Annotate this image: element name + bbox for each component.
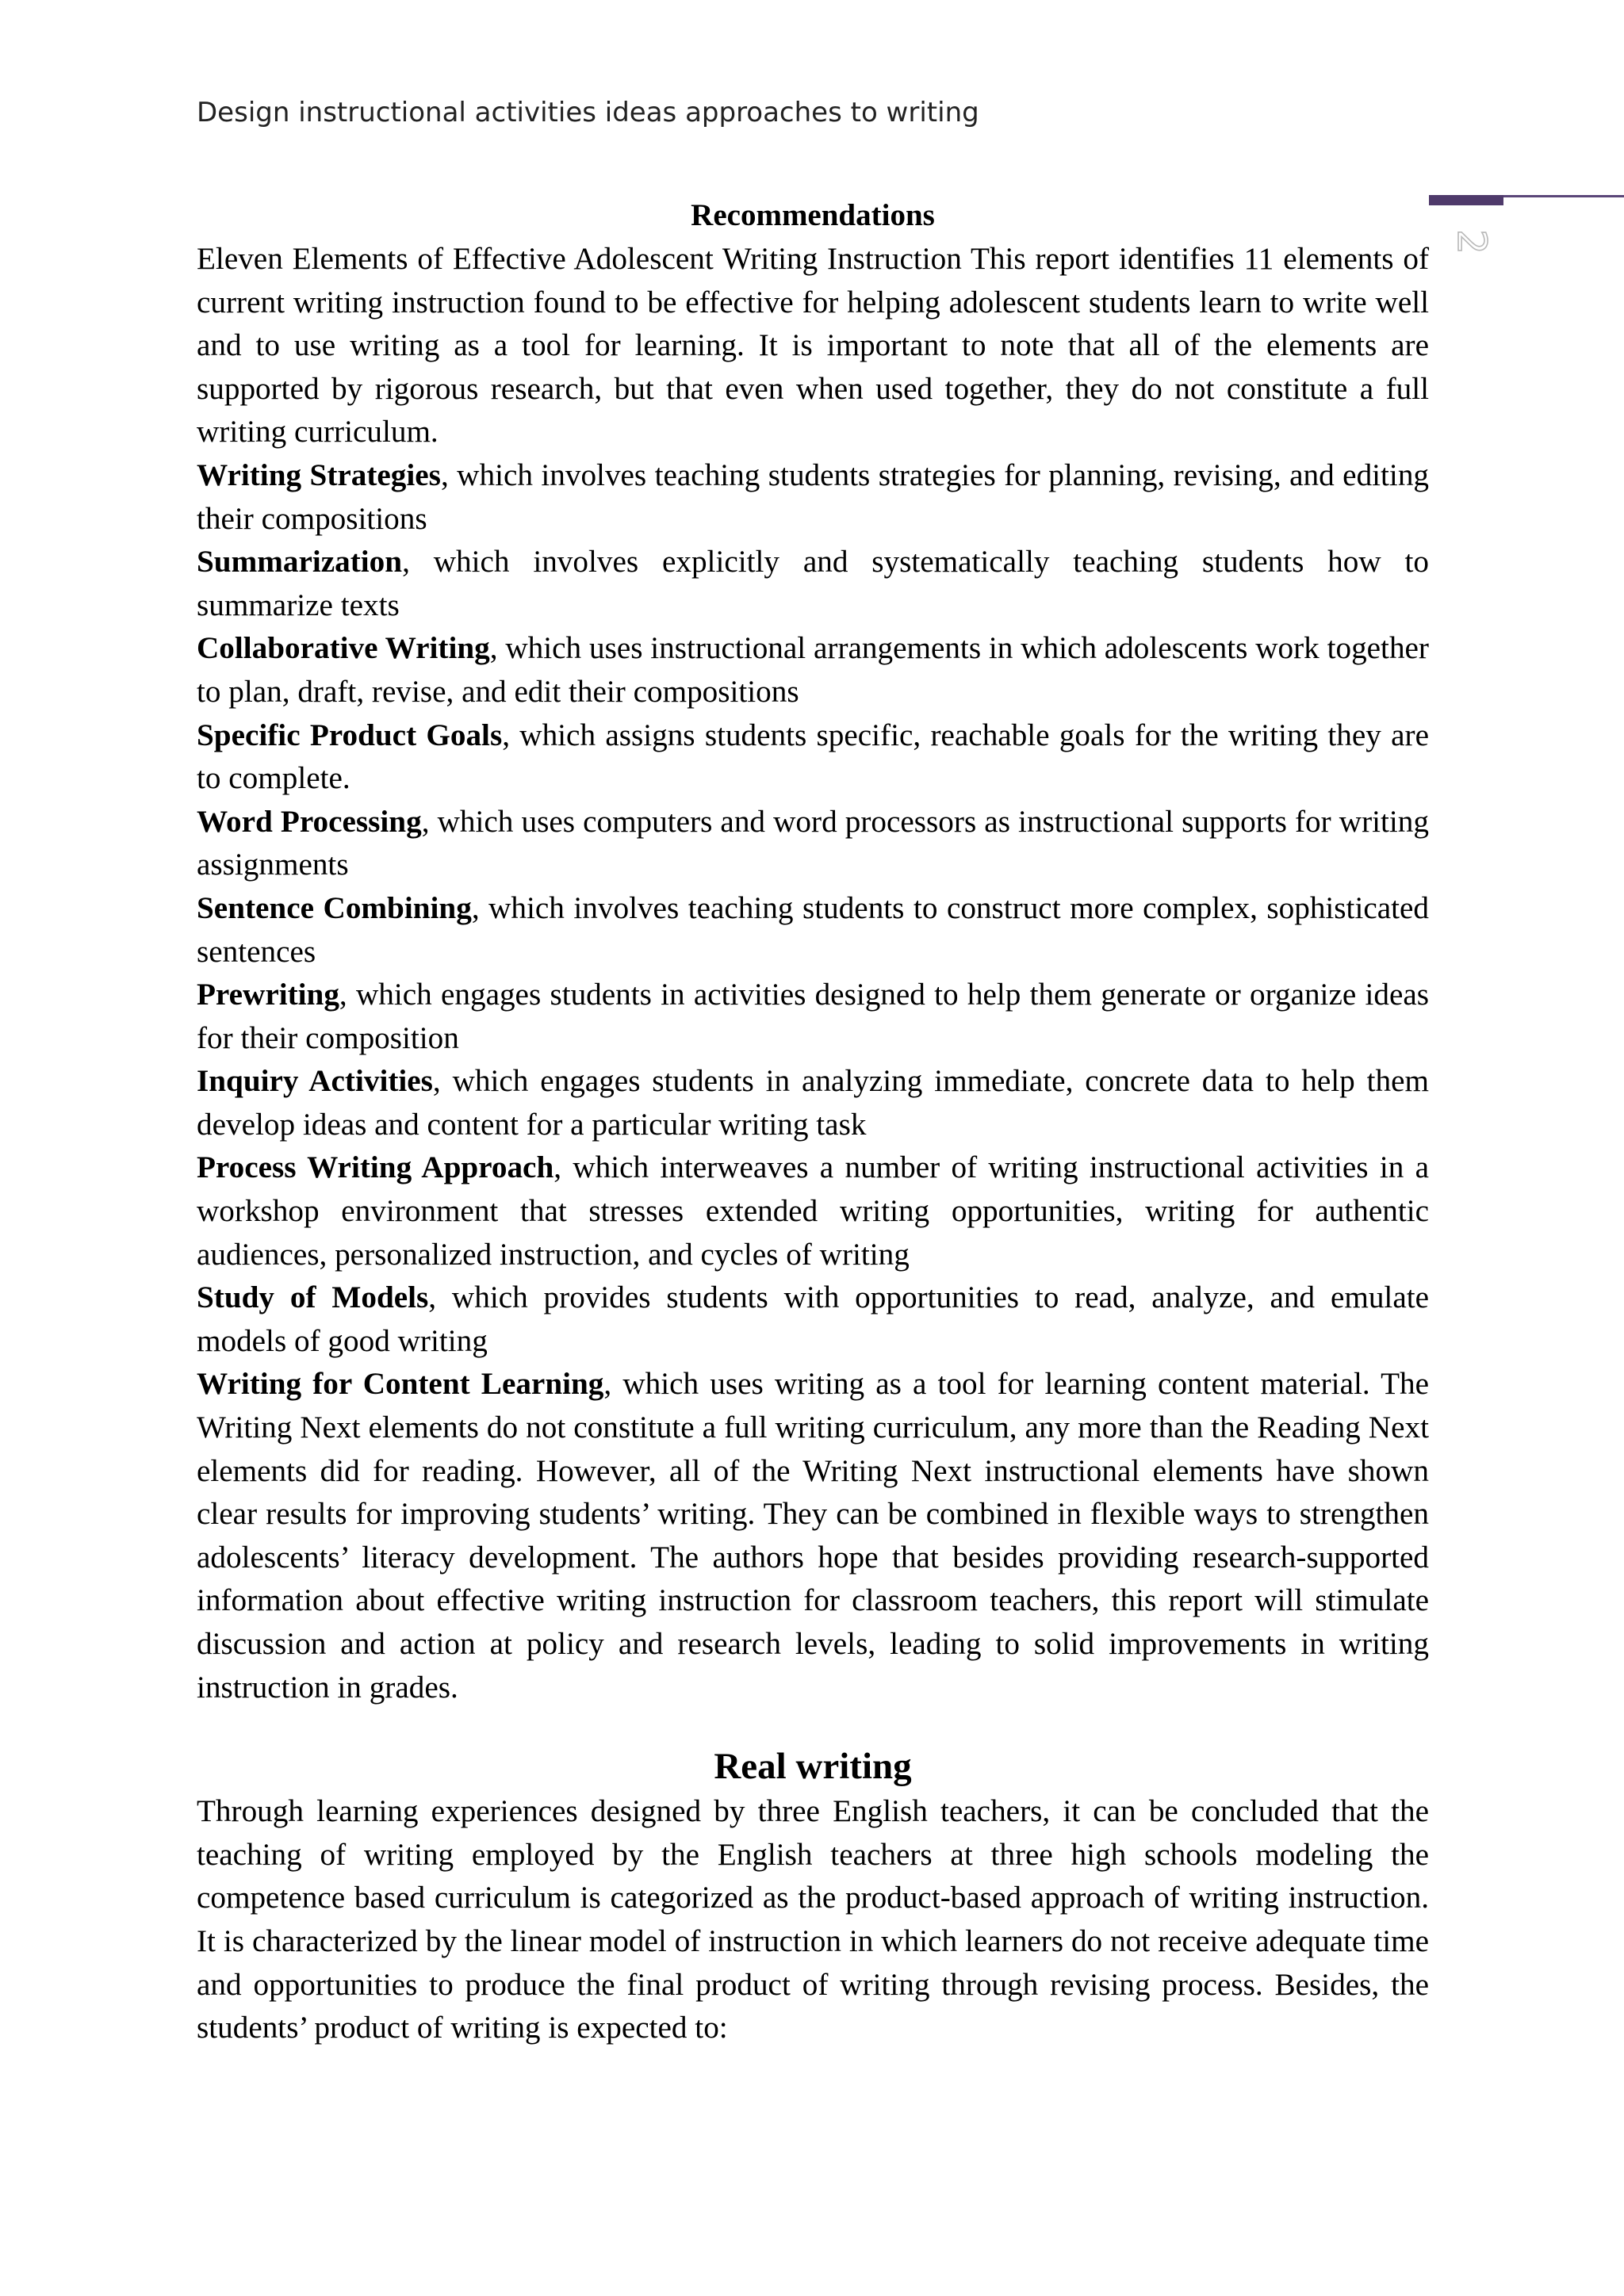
element-description: , which uses instructional arrangements in which adolescents work together to plan, draft, revise, and edit their compositions xyxy=(197,631,1429,709)
element-term: Prewriting xyxy=(197,978,339,1012)
page-number-rule xyxy=(1429,195,1624,208)
elements-list xyxy=(197,454,1429,1709)
list-item xyxy=(197,454,1429,541)
element-description: , which engages students in analyzing immediate, concrete data to help them develop ideas and content for a particular writing task xyxy=(197,1064,1429,1142)
element-description: , which uses writing as a tool for learning content material. The Writing Next elements do not constitute a full writing curriculum, any more than the Reading Next elements did for reading. However, all of the Writing Next instructional elements have shown clear results for improving students’ writing. They can be combined in flexible ways to strengthen adolescents’ literacy development. The authors hope that besides providing research-supported information about effective writing instruction for classroom teachers, this report will stimulate discussion and action at policy and research levels, leading to solid improvements in writing instruction in grades. xyxy=(197,1367,1429,1705)
element-description: , which provides students with opportunities to read, analyze, and emulate models of good writing xyxy=(197,1280,1429,1358)
recommendations-intro: Eleven Elements of Effective Adolescent Writing Instruction This report identifies 11 elements of current writing instruction found to be effective for helping adolescent students learn to write well and to use writing as a tool for learning. It is important to note that all of the elements are supported by rigorous research, but that even when used together, they do not constitute a full writing curriculum. xyxy=(197,242,1429,450)
element-description: , which involves explicitly and systematically teaching students how to summarize texts xyxy=(197,545,1429,622)
element-description: , which involves teaching students to construct more complex, sophisticated sentences xyxy=(197,890,1429,969)
list-item xyxy=(197,541,1429,627)
element-term: Summarization xyxy=(197,545,403,580)
list-item xyxy=(197,801,1429,887)
list-item xyxy=(197,1276,1429,1363)
page-number: 2 xyxy=(1449,229,1495,254)
page-number-rule-thin xyxy=(1503,195,1624,197)
document-body xyxy=(197,193,1429,2050)
list-item xyxy=(197,1363,1429,1709)
element-term: Writing Strategies xyxy=(197,457,441,492)
element-description: , which engages students in activities designed to help them generate or organize ideas for their composition xyxy=(197,978,1429,1055)
element-term: Process Writing Approach xyxy=(197,1150,554,1185)
element-term: Study of Models xyxy=(197,1280,429,1315)
element-term: Word Processing xyxy=(197,804,422,839)
list-item xyxy=(197,714,1429,801)
real-writing-heading: Real writing xyxy=(714,1746,912,1788)
element-description: , which uses computers and word processors as instructional supports for writing assignments xyxy=(197,804,1429,882)
real-writing-paragraph: Through learning experiences designed by three English teachers, it can be concluded that the teaching of writing employed by the English teachers at three high schools modeling the competence based curriculum is categorized as the product-based approach of writing instruction. It is characterized by the linear model of instruction in which learners do not receive adequate time and opportunities to produce the final product of writing through revising process. Besides, the students’ product of writing is expected to: xyxy=(197,1794,1429,2045)
list-item xyxy=(197,887,1429,974)
list-item xyxy=(197,1146,1429,1276)
element-description: , which involves teaching students strategies for planning, revising, and editing their compositions xyxy=(197,457,1430,536)
page-number-rule-thick xyxy=(1429,195,1503,205)
element-description: , which interweaves a number of writing instructional activities in a workshop environment that stresses extended writing opportunities, writing for authentic audiences, personalized instruction, and cycles of writing xyxy=(197,1150,1429,1272)
element-term: Collaborative Writing xyxy=(197,631,490,666)
list-item xyxy=(197,974,1429,1060)
list-item xyxy=(197,627,1429,714)
element-term: Writing for Content Learning xyxy=(197,1367,604,1402)
element-description: , which assigns students specific, reachable goals for the writing they are to complete. xyxy=(197,718,1429,796)
running-header: Design instructional activities ideas approaches to writing xyxy=(197,97,979,128)
element-term: Specific Product Goals xyxy=(197,718,503,752)
list-item xyxy=(197,1060,1429,1146)
recommendations-heading: Recommendations xyxy=(691,198,935,232)
element-term: Inquiry Activities xyxy=(197,1064,433,1099)
element-term: Sentence Combining xyxy=(197,890,472,925)
